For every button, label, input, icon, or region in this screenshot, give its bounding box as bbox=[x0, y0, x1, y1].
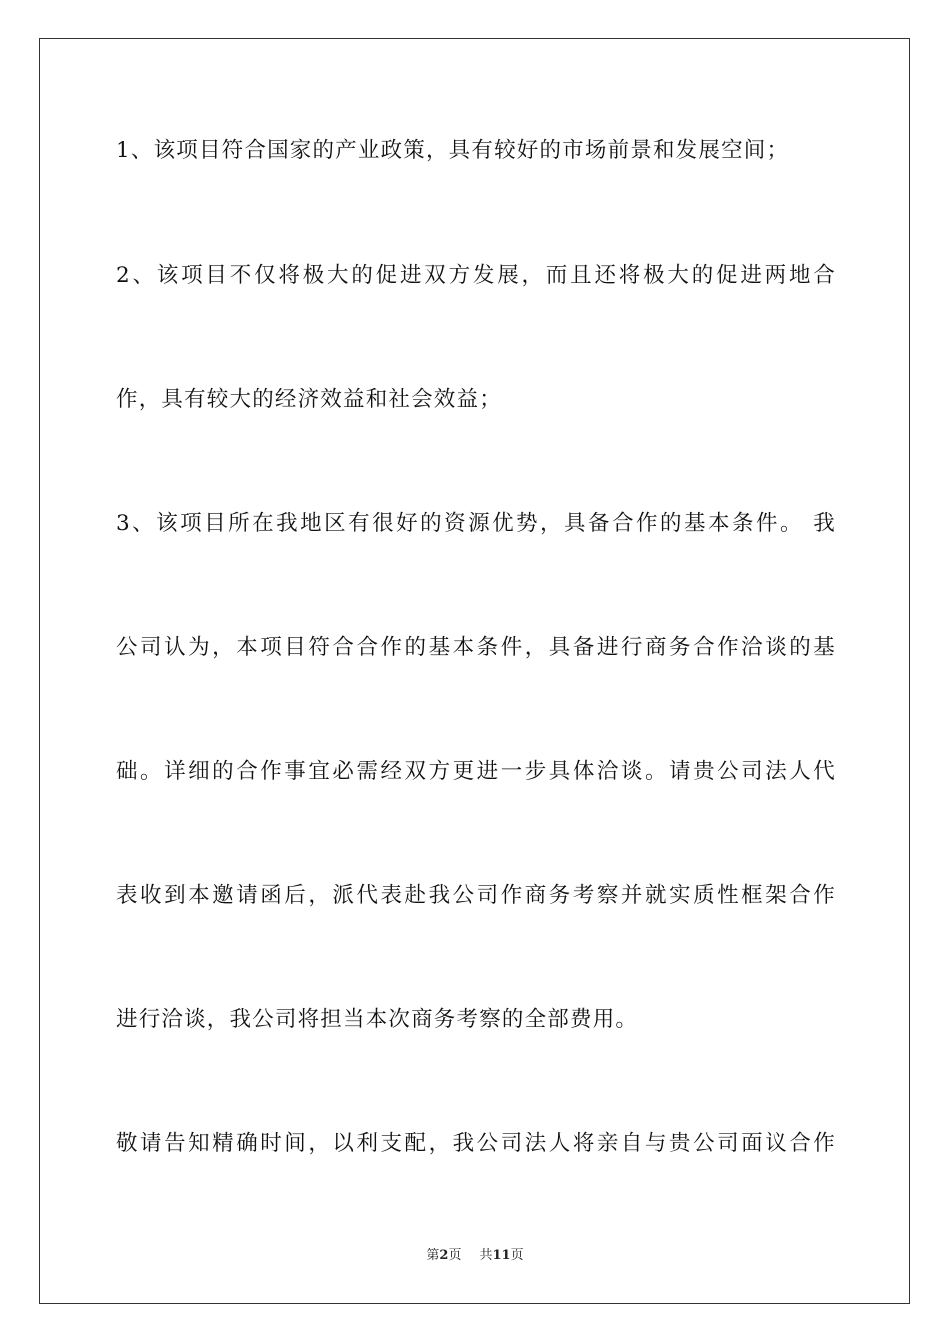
text-line-1: 1、该项目符合国家的产业政策，具有较好的市场前景和发展空间； bbox=[116, 138, 790, 163]
text-line-7: 表收到本邀请函后，派代表赴我公司作商务考察并就实质性框架合作 bbox=[116, 883, 836, 908]
text-line-2: 2、该项目不仅将极大的促进双方发展，而且还将极大的促进两地合 bbox=[116, 263, 836, 288]
page-border bbox=[39, 38, 910, 1304]
text-line-6: 础。详细的合作事宜必需经双方更进一步具体洽谈。请贵公司法人代 bbox=[116, 759, 836, 784]
text-line-3: 作，具有较大的经济效益和社会效益； bbox=[116, 387, 502, 412]
page-number: 2 bbox=[439, 1248, 449, 1263]
text-line-4: 3、该项目所在我地区有很好的资源优势，具备合作的基本条件。 我 bbox=[116, 511, 836, 536]
page-footer bbox=[0, 1247, 950, 1265]
total-pages: 11 bbox=[492, 1248, 511, 1263]
page-label-suffix: 页 bbox=[448, 1248, 462, 1263]
text-line-9: 敬请告知精确时间，以利支配，我公司法人将亲自与贵公司面议合作 bbox=[116, 1131, 836, 1156]
text-line-8: 进行洽谈，我公司将担当本次商务考察的全部费用。 bbox=[116, 1007, 639, 1032]
total-label-suffix: 页 bbox=[510, 1248, 524, 1263]
page-label-prefix: 第 bbox=[426, 1248, 440, 1263]
total-label-prefix: 共 bbox=[479, 1248, 493, 1263]
text-line-5: 公司认为，本项目符合合作的基本条件，具备进行商务合作洽谈的基 bbox=[116, 635, 836, 660]
